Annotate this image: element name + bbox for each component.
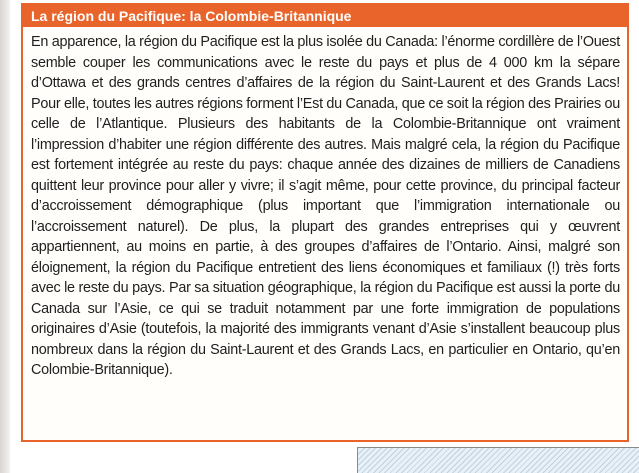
box-title: La région du Pacifique: la Colombie-Britannique xyxy=(23,5,627,27)
box-body-text: En apparence, la région du Pacifique est la plus isolée du Canada: l’énorme cordillère de l’Ouest semble couper les communications avec le reste du pays et plus de 4 000 km la sépare d’Ottawa et des grands centres d’affaires de la région du Saint-Laurent et des Grands Lacs! Pour elle, toutes les autres régions forment l’Est du Canada, que ce soit la région des Prairies ou celle de l’Atlantique. Plusieurs des habitants de la Colombie-Britannique ont vraiment l’impression d’habiter une région différente des autres. Mais malgré cela, la région du Pacifique est fortement intégrée au reste du pays: chaque année des dizaines de milliers de Canadiens quittent leur province pour aller y vivre; il s’agit même, pour cette province, du principal facteur d’accroissement démographique (plus important que l’immigration internationale ou l’accroissement naturel). De plus, la plupart des grandes entreprises qui y œuvrent appartiennent, au moins en partie, à des groupes d’affaires de l’Ontario. Ainsi, malgré son éloignement, la région du Pacifique entretient des liens économiques et familiaux (!) très forts avec le reste du pays. Par sa situation géographique, la région du Pacifique est aussi la porte du Canada sur l’Asie, ce qui se traduit notamment par une forte immigration de populations originaires d’Asie (toutefois, la majorité des immigrants venant d’Asie s’installent beaucoup plus nombreux dans la région du Saint-Laurent et des Grands Lacs, en particulier en Ontario, qu’en Colombie-Britannique). xyxy=(31,34,620,378)
hatched-figure-corner xyxy=(357,447,639,473)
page-left-edge xyxy=(0,0,10,473)
sidebar-box xyxy=(21,3,629,442)
